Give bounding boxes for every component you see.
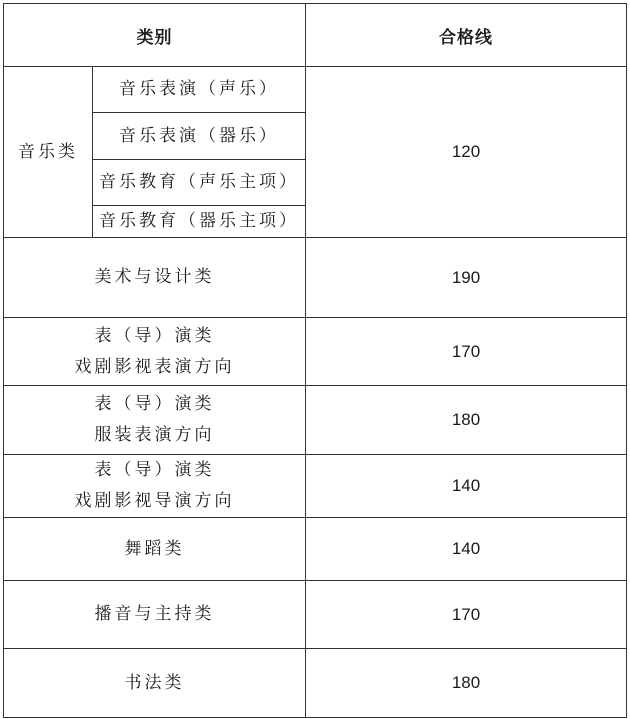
music-subcategory: 音乐表演（声乐） (93, 67, 306, 113)
table-row (4, 518, 627, 581)
category-line: 美术与设计类 (94, 267, 215, 287)
cutoff-scores-table (3, 3, 627, 718)
music-group-label: 音乐类 (4, 67, 93, 238)
category-line: 舞蹈类 (124, 538, 185, 559)
score-cell: 180 (306, 386, 627, 455)
category-line: 表（导）演类 (94, 460, 215, 480)
header-category: 类别 (4, 4, 306, 67)
table-row (4, 581, 627, 649)
header-row (4, 4, 627, 67)
category-line: 戏剧影视表演方向 (74, 356, 235, 377)
header-cutoff: 合格线 (306, 4, 627, 67)
table-row (4, 67, 627, 113)
table-row (4, 649, 627, 718)
score-cell: 140 (306, 455, 627, 518)
category-line: 表（导）演类 (94, 325, 215, 346)
table-row (4, 455, 627, 518)
music-subcategory: 音乐表演（器乐） (93, 113, 306, 160)
music-score: 120 (306, 67, 627, 238)
score-cell: 170 (306, 581, 627, 649)
category-cell (4, 518, 306, 581)
category-line: 播音与主持类 (94, 604, 215, 624)
score-cell: 140 (306, 518, 627, 581)
category-line: 表（导）演类 (94, 394, 215, 414)
score-cell: 190 (306, 238, 627, 318)
category-line: 服装表演方向 (94, 425, 215, 445)
category-cell (4, 581, 306, 649)
category-cell (4, 455, 306, 518)
table-row (4, 318, 627, 386)
category-cell (4, 386, 306, 455)
category-cell (4, 318, 306, 386)
table-row (4, 386, 627, 455)
category-cell (4, 238, 306, 318)
category-cell (4, 649, 306, 718)
score-cell: 180 (306, 649, 627, 718)
category-line: 书法类 (124, 672, 185, 693)
category-line: 戏剧影视导演方向 (74, 491, 235, 511)
score-cell: 170 (306, 318, 627, 386)
table-row (4, 238, 627, 318)
music-subcategory: 音乐教育（声乐主项） (93, 160, 306, 206)
music-subcategory: 音乐教育（器乐主项） (93, 206, 306, 238)
